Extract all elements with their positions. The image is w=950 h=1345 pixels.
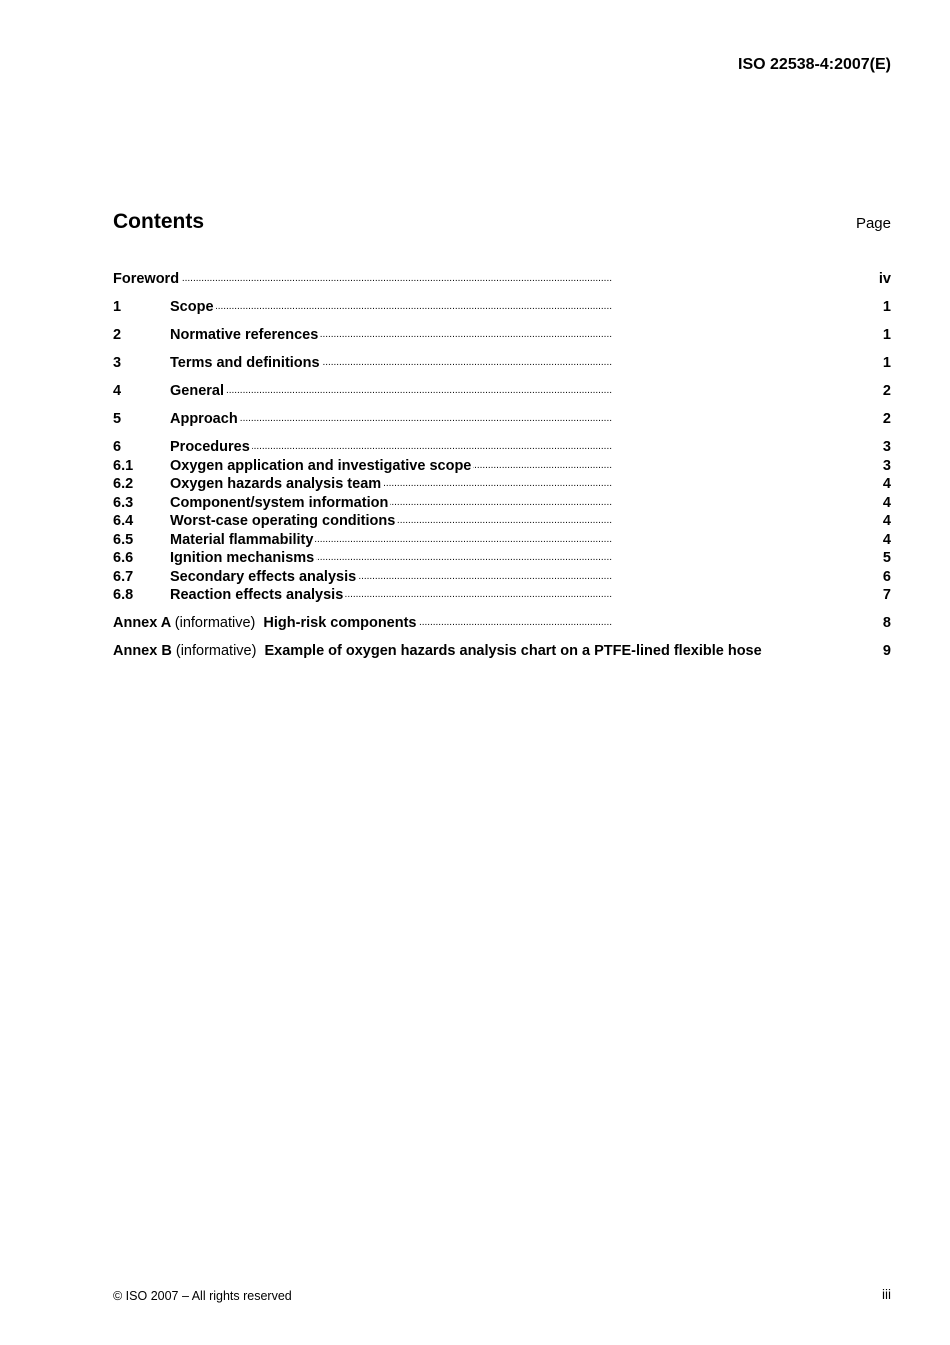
page-column-label: Page <box>855 215 891 232</box>
contents-title: Contents <box>113 210 204 233</box>
toc-title: Oxygen hazards analysis team <box>170 476 382 492</box>
toc-title: Reaction effects analysis <box>170 587 344 603</box>
toc-title: Procedures <box>170 439 250 455</box>
toc-title: Ignition mechanisms <box>170 550 315 566</box>
toc-title: Worst-case operating conditions <box>170 513 396 529</box>
toc-page: 8 <box>879 614 891 632</box>
toc-number: 1 <box>113 299 122 315</box>
toc-entry-annex-b[interactable] <box>113 642 891 660</box>
toc-entry-6[interactable] <box>113 438 891 456</box>
toc-entry-6-4[interactable] <box>113 512 891 530</box>
toc-number: 6.7 <box>113 568 134 585</box>
toc-number: 6.2 <box>113 476 134 492</box>
toc-number: 6.1 <box>113 457 134 474</box>
toc-title: Secondary effects analysis <box>170 568 357 585</box>
toc-page: 4 <box>879 475 891 493</box>
document-id: ISO 22538-4:2007(E) <box>738 56 891 73</box>
toc-title: Example of oxygen hazards analysis chart on a PTFE-lined flexible hose <box>264 643 762 659</box>
toc-entry-3[interactable] <box>113 354 891 372</box>
page-number: iii <box>882 1287 891 1302</box>
toc-page: 1 <box>879 326 891 344</box>
toc-title: High-risk components <box>263 615 417 631</box>
toc-entry-6-6[interactable] <box>113 549 891 567</box>
toc-title: General <box>170 383 224 399</box>
toc-title: Component/system information <box>170 494 389 511</box>
toc-title: Material flammability <box>170 531 314 548</box>
toc-page: 6 <box>879 568 891 586</box>
toc-entry-6-7[interactable] <box>113 568 891 586</box>
toc-page: 9 <box>879 642 891 660</box>
toc-entry-6-8[interactable] <box>113 586 891 604</box>
toc-number: 6.5 <box>113 531 134 548</box>
annex-label: Annex A <box>113 615 171 631</box>
toc-number: 6.4 <box>113 513 134 529</box>
toc-page: 4 <box>879 512 891 530</box>
annex-label: Annex B <box>113 643 172 659</box>
toc-page: iv <box>875 270 891 288</box>
toc-page: 7 <box>879 586 891 604</box>
toc-title: Oxygen application and investigative scope <box>170 457 472 474</box>
toc-number: 3 <box>113 355 122 371</box>
toc-number: 5 <box>113 411 122 427</box>
toc-page: 4 <box>879 531 891 549</box>
toc-page: 4 <box>879 494 891 512</box>
toc-entry-annex-a[interactable] <box>113 614 891 632</box>
toc-entry-6-3[interactable] <box>113 494 891 512</box>
toc-number: 2 <box>113 327 122 343</box>
toc-entry-4[interactable] <box>113 382 891 400</box>
toc-page: 2 <box>879 410 891 428</box>
toc-page: 2 <box>879 382 891 400</box>
toc-entry-6-1[interactable] <box>113 457 891 475</box>
annex-type: (informative) <box>175 643 257 659</box>
toc-page: 1 <box>879 298 891 316</box>
toc-entry-1[interactable] <box>113 298 891 316</box>
toc-entry-6-5[interactable] <box>113 531 891 549</box>
toc-number: 6.3 <box>113 494 134 511</box>
toc-number: 4 <box>113 383 122 399</box>
toc-title: Approach <box>170 411 238 427</box>
annex-type: (informative) <box>174 615 256 631</box>
toc-entry-5[interactable] <box>113 410 891 428</box>
toc-page: 1 <box>879 354 891 372</box>
toc-title: Foreword <box>113 271 180 287</box>
contents-header <box>113 210 891 234</box>
toc-number: 6 <box>113 439 122 455</box>
copyright-notice: © ISO 2007 – All rights reserved <box>113 1289 292 1303</box>
toc-entry-6-2[interactable] <box>113 475 891 493</box>
toc-number: 6.8 <box>113 587 134 603</box>
toc-number: 6.6 <box>113 550 134 566</box>
toc-page: 3 <box>879 438 891 456</box>
toc-page: 5 <box>879 549 891 567</box>
toc-title: Normative references <box>170 327 319 343</box>
toc-entry-2[interactable] <box>113 326 891 344</box>
table-of-contents <box>113 270 891 660</box>
toc-title: Scope <box>170 299 214 315</box>
toc-page: 3 <box>879 457 891 475</box>
toc-entry-foreword[interactable] <box>113 270 891 288</box>
toc-title: Terms and definitions <box>170 355 320 371</box>
